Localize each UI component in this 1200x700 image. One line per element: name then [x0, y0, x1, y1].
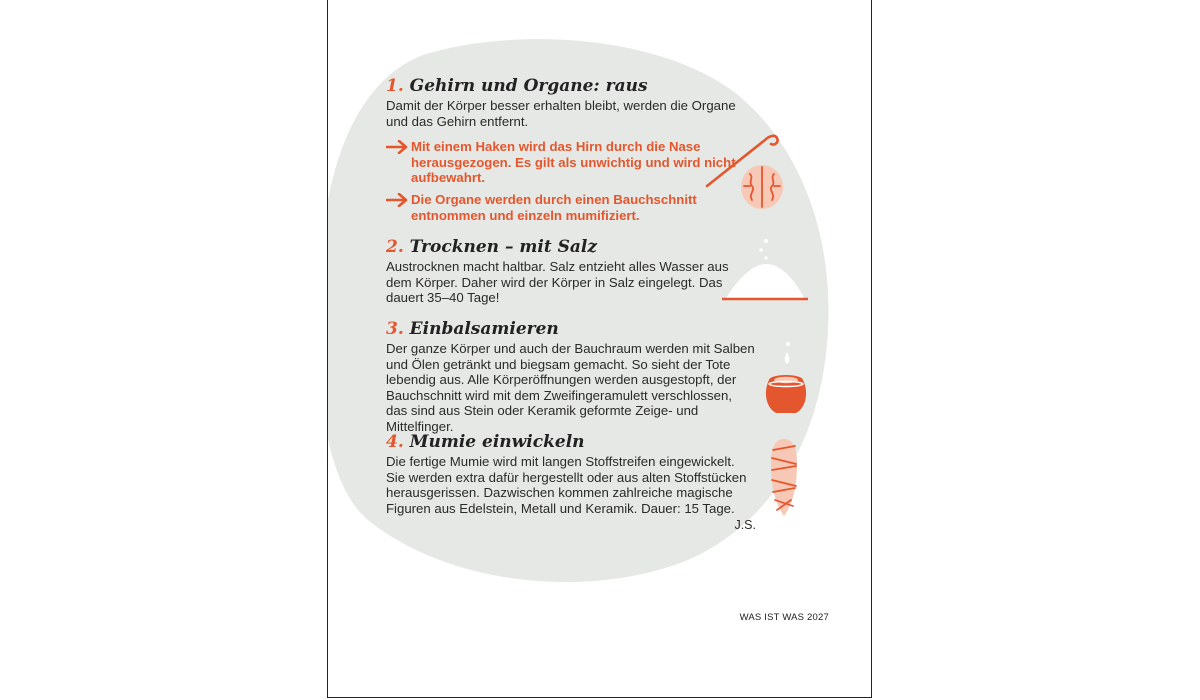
footer-credit: WAS IST WAS 2027 — [739, 612, 829, 623]
oil-pot-icon — [760, 340, 812, 418]
section-title: Mumie einwickeln — [409, 432, 585, 452]
salt-pile-icon — [720, 236, 810, 306]
section-heading — [386, 237, 756, 257]
bullet-text: Mit einem Haken wird das Hirn durch die Nase herausgezogen. Es gilt als unwichtig und wird nicht aufbewahrt. — [411, 139, 736, 186]
section-title: Gehirn und Organe: raus — [409, 76, 648, 96]
arrow-icon — [386, 140, 408, 154]
section-text: Die fertige Mumie wird mit langen Stoffstreifen eingewickelt. Sie werden extra dafür hergestellt oder aus alten Stoffstücken herausgerissen. Dazwischen kommen zahlreiche magische Figuren aus Edelstein, Metall und Keramik. Dauer: 15 Tage. — [386, 454, 747, 516]
author-signature: J.S. — [734, 518, 756, 533]
bullet-item — [386, 139, 756, 186]
bullet-text: Die Organe werden durch einen Bauchschnitt entnommen und einzeln mumifiziert. — [411, 191, 697, 223]
section-heading — [386, 319, 756, 339]
brain-icon — [738, 162, 786, 212]
section-heading — [386, 432, 756, 452]
section-number: 4. — [386, 432, 404, 452]
section-embalming — [386, 319, 756, 435]
section-heading — [386, 76, 756, 96]
mummy-icon — [764, 436, 804, 520]
section-brain-organs — [386, 76, 756, 223]
section-number: 3. — [386, 319, 404, 339]
section-text: Austrocknen macht haltbar. Salz entzieht alles Wasser aus dem Körper. Daher wird der Körper in Salz eingelegt. Das dauert 35–40 Tage! — [386, 259, 729, 306]
section-number: 1. — [386, 76, 404, 96]
section-text: Der ganze Körper und auch der Bauchraum werden mit Salben und Ölen getränkt und biegsam gemacht. So sieht der Tote lebendig aus. Alle Körperöffnungen werden ausgestopft, der Bauchschnitt wird mit dem Zweifingeramulett verschlossen, das sind aus Stein oder Keramik geformte Zeige- und Mittelfinger. — [386, 341, 755, 434]
section-title: Trocknen – mit Salz — [409, 237, 598, 257]
bullet-item — [386, 192, 756, 223]
section-text: Damit der Körper besser erhalten bleibt, werden die Organe und das Gehirn entfernt. — [386, 98, 736, 129]
section-title: Einbalsamieren — [409, 319, 559, 339]
section-salt — [386, 237, 756, 306]
section-number: 2. — [386, 237, 404, 257]
section-wrapping — [386, 432, 756, 532]
document-page — [327, 0, 872, 698]
arrow-icon — [386, 193, 408, 207]
